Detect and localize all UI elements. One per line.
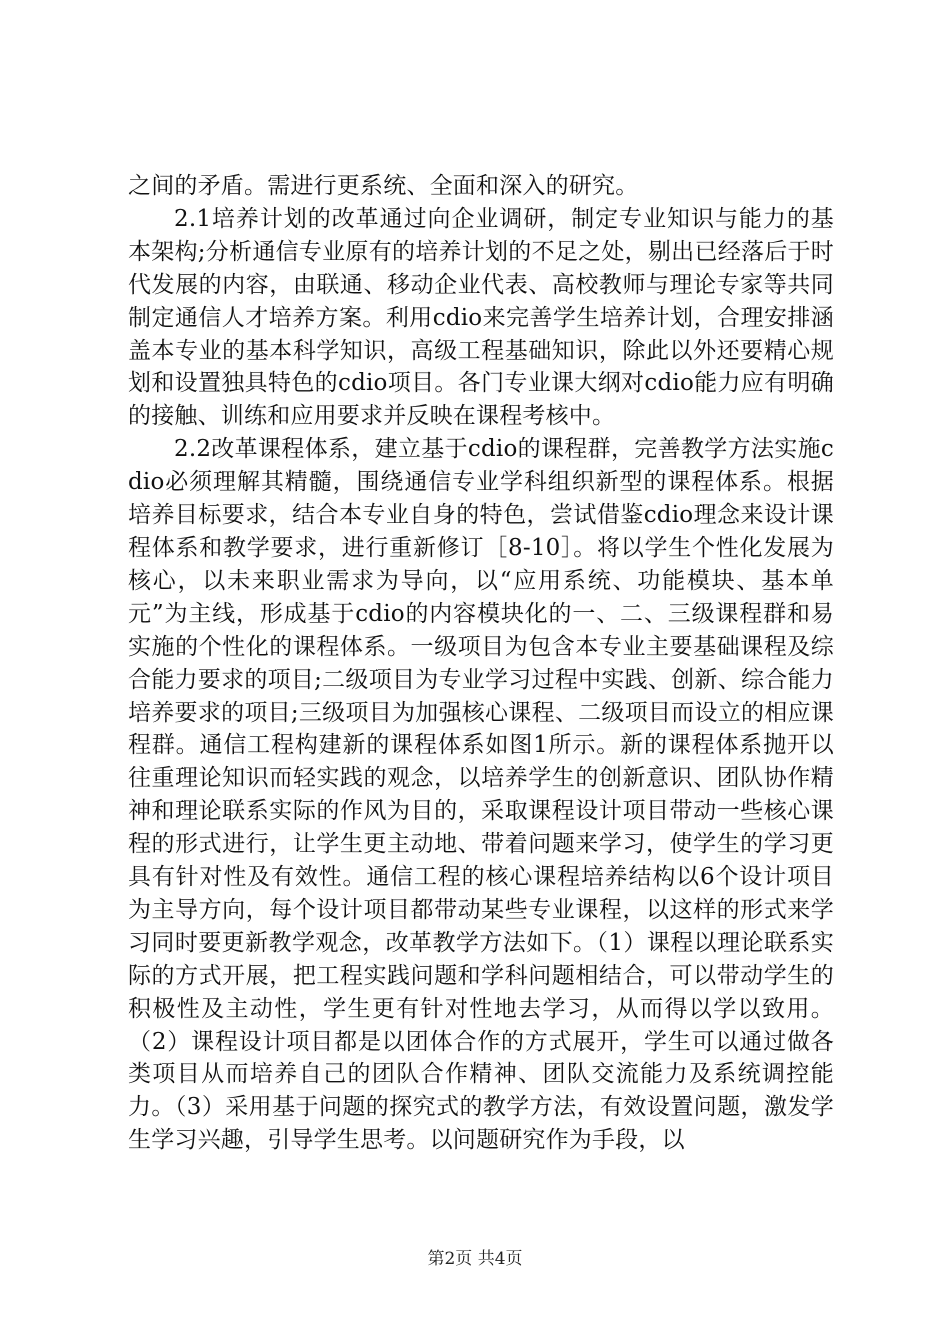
paragraph-curriculum-reform: 2.2改革课程体系，建立基于cdio的课程群，完善教学方法实施cdio必须理解其精髓，围绕通信专业学科组织新型的课程体系。根据培养目标要求，结合本专业自身的特色，尝试借鉴cdio理念来设计课程体系和教学要求，进行重新修订［8-10］。将以学生个性化发展为核心，以未来职业需求为导向，以“应用系统、功能模块、基本单元”为主线，形成基于cdio的内容模块化的一、二、三级课程群和易实施的个性化的课程体系。一级项目为包含本专业主要基础课程及综合能力要求的项目;二级项目为专业学习过程中实践、创新、综合能力培养要求的项目;三级项目为加强核心课程、二级项目而设立的相应课程群。通信工程构建新的课程体系如图1所示。新的课程体系抛开以往重理论知识而轻实践的观念，以培养学生的创新意识、团队协作精神和理论联系实际的作风为目的，采取课程设计项目带动一些核心课程的形式进行，让学生更主动地、带着问题来学习，使学生的学习更具有针对性及有效性。通信工程的核心课程培养结构以6个设计项目为主导方向，每个设计项目都带动某些专业课程，以这样的形式来学习同时要更新教学观念，改革教学方法如下。（1）课程以理论联系实际的方式开展，把工程实践问题和学科问题相结合，可以带动学生的积极性及主动性，学生更有针对性地去学习，从而得以学以致用。（2）课程设计项目都是以团体合作的方式展开，学生可以通过做各类项目从而培养自己的团队合作精神、团队交流能力及系统调控能力。（3）采用基于问题的探究式的教学方法，有效设置问题，激发学生学习兴趣，引导学生思考。以问题研究作为手段，以 bbox=[128, 436, 834, 1154]
page-footer: 第2页 共4页 bbox=[427, 1249, 523, 1269]
body-text bbox=[128, 170, 834, 1157]
paragraph-continuation: 之间的矛盾。需进行更系统、全面和深入的研究。 bbox=[128, 173, 639, 199]
paragraph-training-plan-reform: 2.1培养计划的改革通过向企业调研，制定专业知识与能力的基本架构;分析通信专业原有的培养计划的不足之处，剔出已经落后于时代发展的内容，由联通、移动企业代表、高校教师与理论专家等共同制定通信人才培养方案。利用cdio来完善学生培养计划，合理安排涵盖本专业的基本科学知识，高级工程基础知识，除此以外还要精心规划和设置独具特色的cdio项目。各门专业课大纲对cdio能力应有明确的接触、训练和应用要求并反映在课程考核中。 bbox=[128, 205, 834, 430]
